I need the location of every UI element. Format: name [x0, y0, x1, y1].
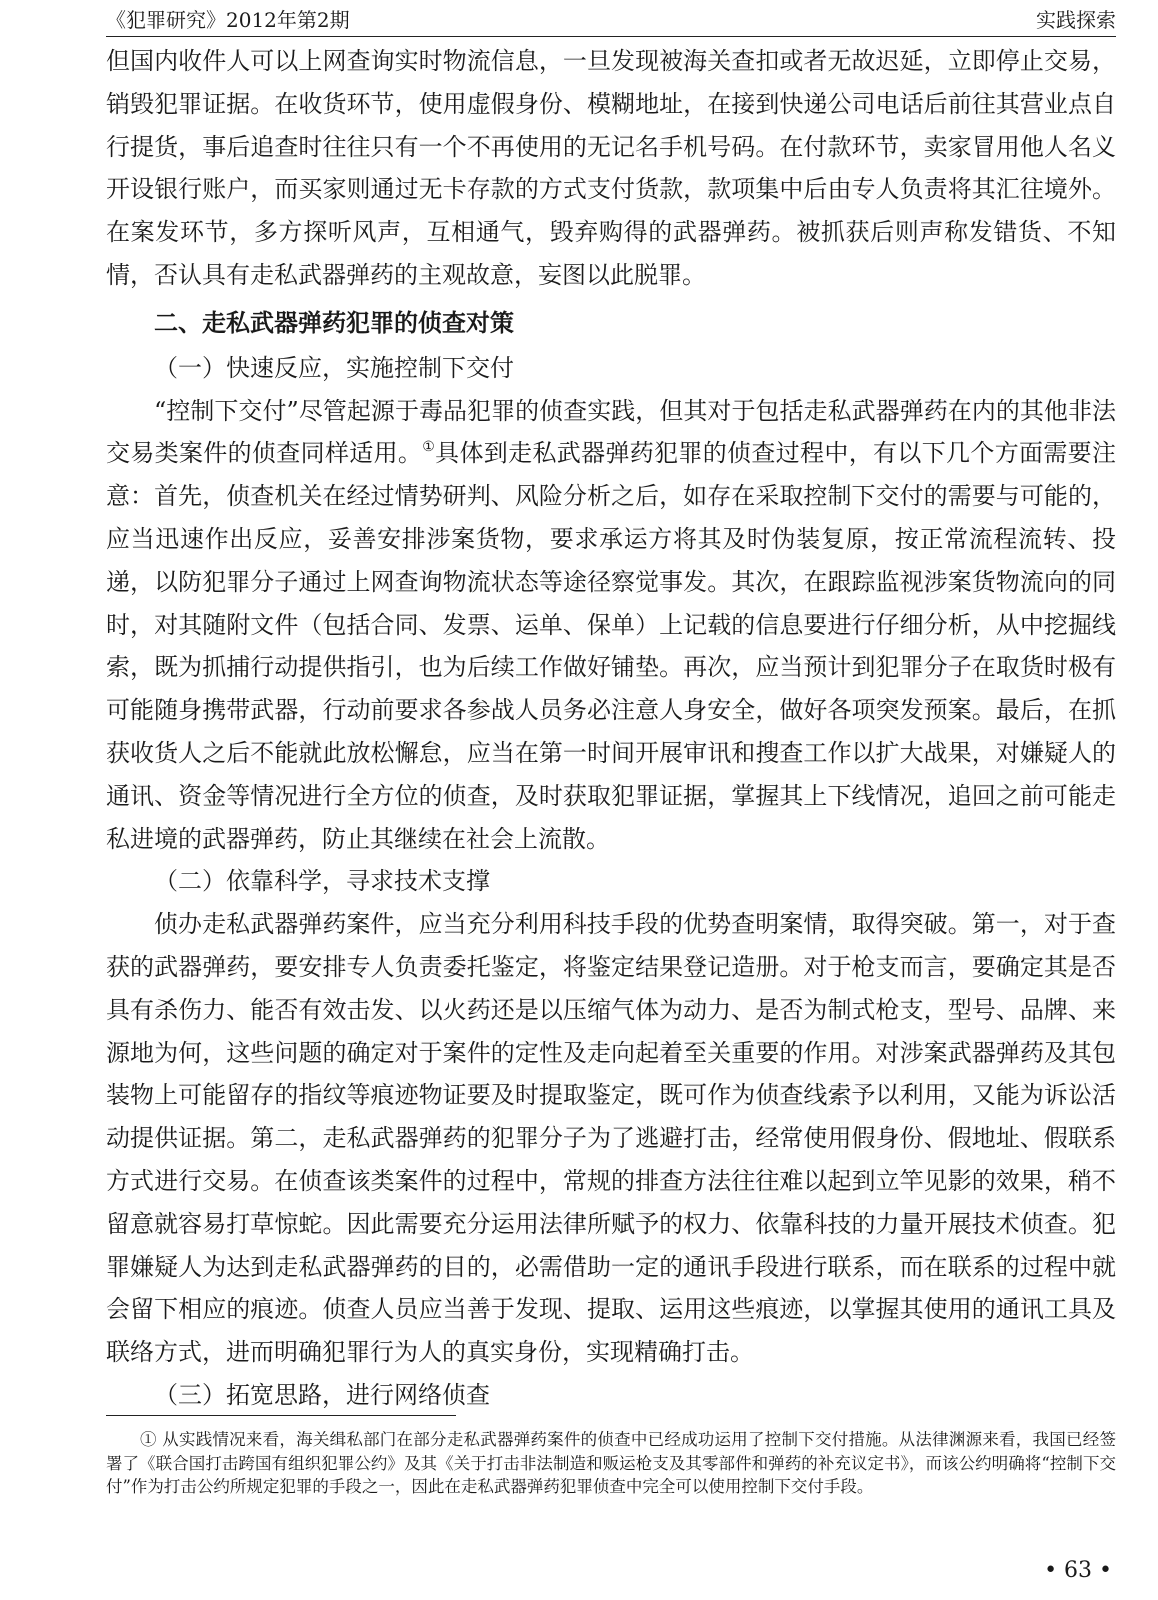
paragraph-2-part-b: 具体到走私武器弹药犯罪的侦查过程中，有以下几个方面需要注意：首先，侦查机关在经过情势研判、风险分析之后，如存在采取控制下交付的需要与可能的，应当迅速作出反应，妥善安排涉案货物，要求承运方将其及时伪装复原，按正常流程流转、投递，以防犯罪分子通过上网查询物流状态等途径察觉事发。其次，在跟踪监视涉案货物流向的同时，对其随附文件（包括合同、发票、运单、保单）上记载的信息要进行仔细分析，从中挖掘线索，既为抓捕行动提供指引，也为后续工作做好铺垫。再次，应当预计到犯罪分子在取货时极有可能随身携带武器，行动前要求各参战人员务必注意人身安全，做好各项突发预案。最后，在抓获收货人之后不能就此放松懈怠，应当在第一时间开展审讯和搜查工作以扩大战果，对嫌疑人的通讯、资金等情况进行全方位的侦查，及时获取犯罪证据，掌握其上下线情况，追回之前可能走私进境的武器弹药，防止其继续在社会上流散。: [106, 439, 1117, 853]
article-body: [106, 40, 1116, 1417]
subsection-heading-2: （二）依靠科学，寻求技术支撑: [154, 867, 490, 896]
paragraph-2: [106, 390, 1116, 861]
paragraph-2-part-a: “控制下交付”尽管起源于毒品犯罪的侦查实践，但其对于包括走私武器弹药在内的其他非法交易类案件的侦查同样适用。: [106, 396, 1116, 468]
paragraph-3: 侦办走私武器弹药案件，应当充分利用科技手段的优势查明案情，取得突破。第一，对于查获的武器弹药，要安排专人负责委托鉴定，将鉴定结果登记造册。对于枪支而言，要确定其是否具有杀伤力、能否有效击发、以火药还是以压缩气体为动力、是否为制式枪支，型号、品牌、来源地为何，这些问题的确定对于案件的定性及走向起着至关重要的作用。对涉案武器弹药及其包装物上可能留存的指纹等痕迹物证要及时提取鉴定，既可作为侦查线索予以利用，又能为诉讼活动提供证据。第二，走私武器弹药的犯罪分子为了逃避打击，经常使用假身份、假地址、假联系方式进行交易。在侦查该类案件的过程中，常规的排查方法往往难以起到立竿见影的效果，稍不留意就容易打草惊蛇。因此需要充分运用法律所赋予的权力、依靠科技的力量开展技术侦查。犯罪嫌疑人为达到走私武器弹药的目的，必需借助一定的通讯手段进行联系，而在联系的过程中就会留下相应的痕迹。侦查人员应当善于发现、提取、运用这些痕迹，以掌握其使用的通讯工具及联络方式，进而明确犯罪行为人的真实身份，实现精确打击。: [106, 910, 1116, 1367]
footnote-rule: [106, 1415, 456, 1416]
running-header: [106, 4, 1116, 37]
section-heading: 二、走私武器弹药犯罪的侦查对策: [154, 308, 514, 337]
footnote-text: ① 从实践情况来看，海关缉私部门在部分走私武器弹药案件的侦查中已经成功运用了控制下交付措施。从法律渊源来看，我国已经签署了《联合国打击跨国有组织犯罪公约》及其《关于打击非法制造和贩运枪支及其零部件和弹药的补充议定书》，而该公约明确将“控制下交付”作为打击公约所规定犯罪的手段之一，因此在走私武器弹药犯罪侦查中完全可以使用控制下交付手段。: [106, 1430, 1116, 1496]
page-number: • 63 •: [1044, 1558, 1112, 1583]
journal-title: 《犯罪研究》2012年第2期: [106, 8, 350, 32]
footnote-ref[interactable]: ①: [422, 439, 436, 456]
subsection-heading-3: （三）拓宽思路，进行网络侦查: [154, 1380, 490, 1409]
paragraph-1: 但国内收件人可以上网查询实时物流信息，一旦发现被海关查扣或者无故迟延，立即停止交易，销毁犯罪证据。在收货环节，使用虚假身份、模糊地址，在接到快递公司电话后前往其营业点自行提货，事后追查时往往只有一个不再使用的无记名手机号码。在付款环节，卖家冒用他人名义开设银行账户，而买家则通过无卡存款的方式支付货款，款项集中后由专人负责将其汇往境外。在案发环节，多方探听风声，互相通气，毁弃购得的武器弹药。被抓获后则声称发错货、不知情，否认具有走私武器弹药的主观故意，妄图以此脱罪。: [106, 47, 1116, 289]
subsection-heading-1: （一）快速反应，实施控制下交付: [154, 353, 514, 382]
footnote: [106, 1428, 1116, 1499]
section-title: 实践探索: [1036, 8, 1116, 32]
